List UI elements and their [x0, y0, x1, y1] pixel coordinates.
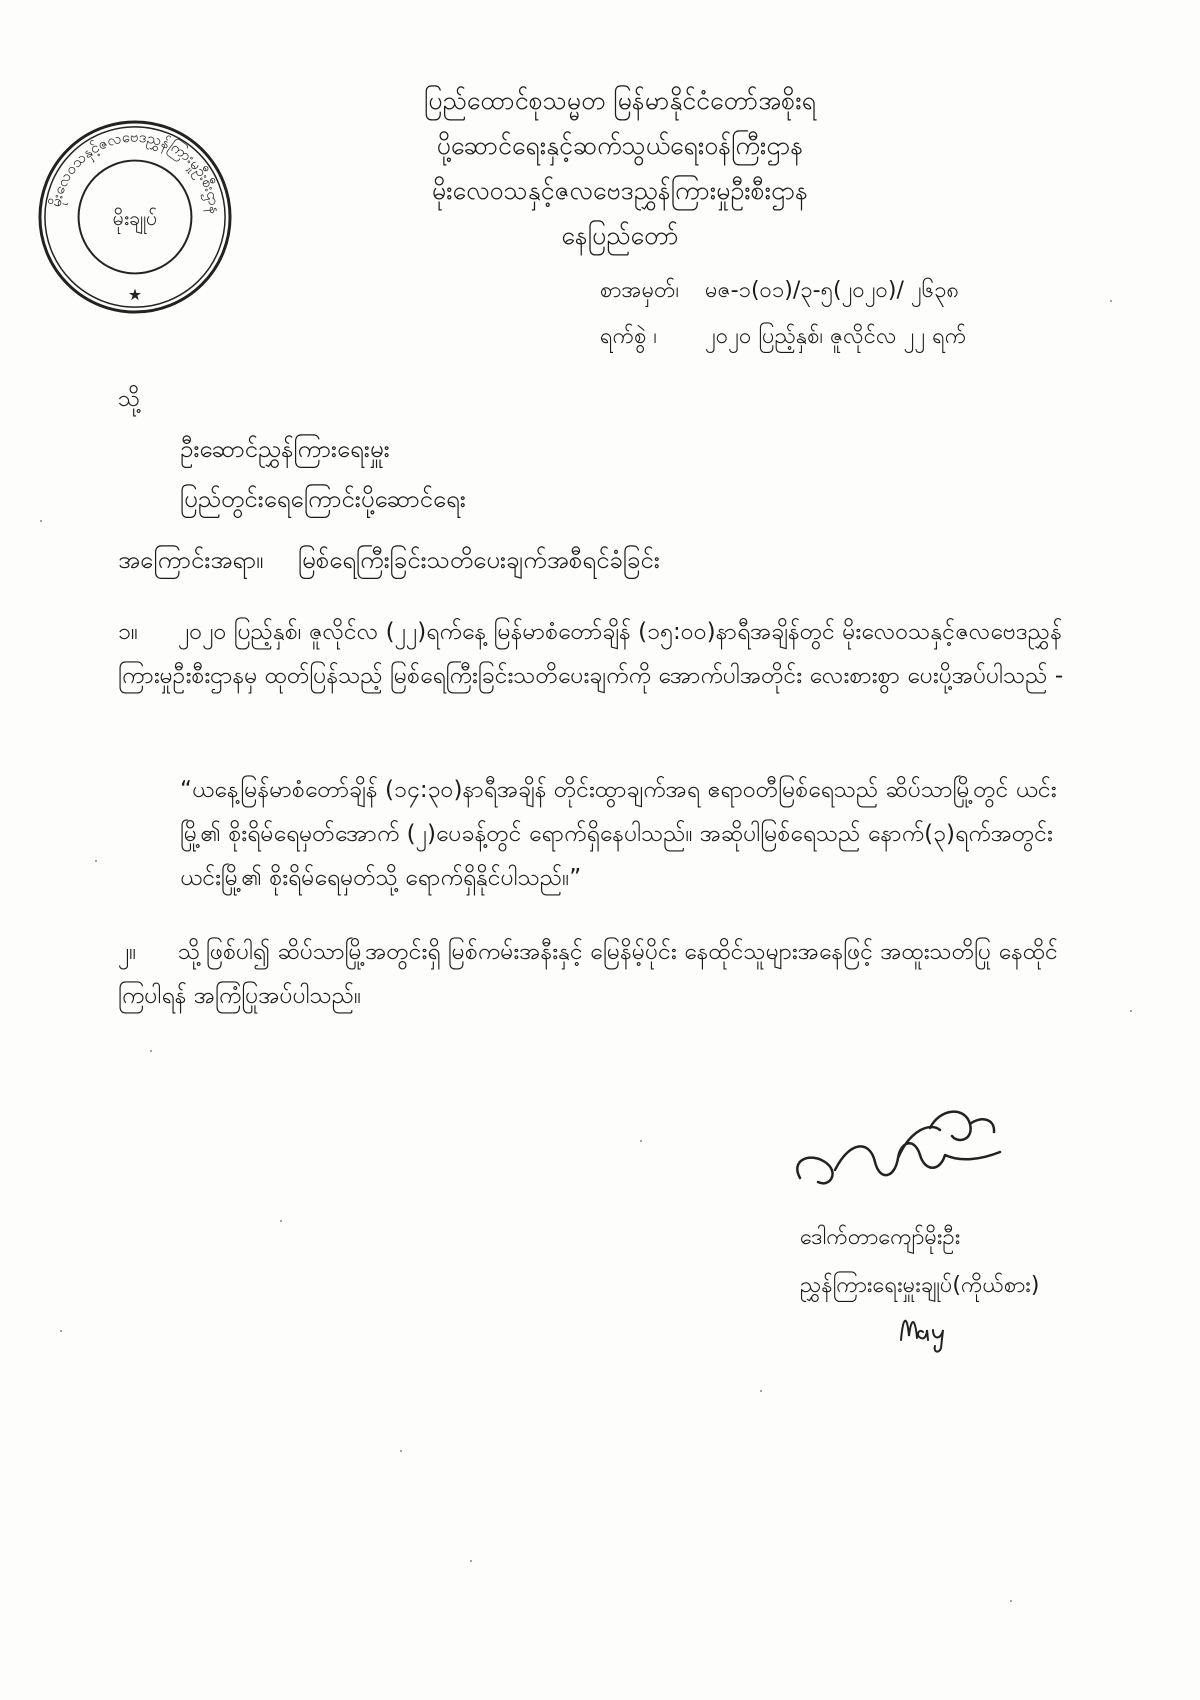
official-seal-stamp [36, 118, 234, 316]
recipient-block [180, 424, 466, 524]
reference-date-row [600, 314, 966, 360]
scan-speck [640, 1140, 642, 1142]
handwritten-signature [780, 1100, 1030, 1210]
recipient-organization: ပြည်တွင်းရေကြောင်းပို့ဆောင်ရေး [180, 485, 466, 513]
subject-text: မြစ်ရေကြီးခြင်းသတိပေးချက်အစီရင်ခံခြင်း [298, 546, 660, 574]
paragraph-1-number: ၁။ [118, 619, 138, 645]
recipient-title: ဦးဆောင်ညွှန်ကြားရေးမှူး [180, 435, 390, 463]
scan-speck [60, 1330, 62, 1332]
reference-date-label: ရက်စွဲ ၊ [600, 324, 658, 349]
paragraph-2-number: ၂။ [118, 939, 137, 965]
reference-block [600, 268, 966, 360]
to-label: သို့ [118, 386, 141, 412]
scan-speck [400, 1450, 402, 1452]
scan-speck [1110, 300, 1112, 302]
subject-label: အကြောင်းအရာ။ [118, 546, 264, 574]
scan-speck [40, 520, 42, 522]
signatory-title: ညွှန်ကြားရေးမှူးချုပ်(ကိုယ်စား) [800, 1273, 1040, 1298]
quoted-warning: “ယနေ့မြန်မာစံတော်ချိန် (၁၄:၃၀)နာရီအချိန် တိုင်းထွာချက်အရ ဧရာဝတီမြစ်ရေသည် ဆိပ်သာမြို့တွင် ယင်းမြို့၏ စိုးရိမ်ရေမှတ်အောက် (၂)ပေခန့်တွင် ရောက်ရှိနေပါသည်။ အဆိုပါမြစ်ရေသည် နောက်(၃)ရက်အတွင်း ယင်းမြို့၏ စိုးရိမ်ရေမှတ်သို့ ရောက်ရှိနိုင်ပါသည်။” [180, 777, 1057, 891]
scan-speck [760, 1390, 762, 1392]
letterhead [370, 78, 870, 258]
seal-center-text: မိုးချုပ် [112, 206, 158, 230]
signatory-name: ဒေါက်တာကျော်မိုးဦး [800, 1225, 961, 1250]
seal-ring-text: မိုးလေဝသနှင့်ဇလဗေဒညွှန်ကြားမှုဦးစီးဌာန [46, 127, 225, 215]
reference-number-row [600, 268, 966, 314]
handwritten-initials [895, 1296, 965, 1356]
paragraph-1 [118, 610, 1078, 698]
scan-speck [1010, 1600, 1012, 1602]
subject-line [118, 544, 660, 580]
svg-text:မိုးလေဝသနှင့်ဇလဗေဒညွှန်ကြားမှု [46, 127, 224, 214]
reference-date-value: ၂၀၂၀ ပြည့်နှစ်၊ ဇူလိုင်လ ၂၂ ရက် [705, 324, 967, 349]
paragraph-2 [118, 930, 1078, 1018]
reference-number-value: မဇ-၁(၀၁)/၃-၅(၂၀၂၀)/ ၂၆၃၈ [705, 278, 960, 303]
scan-speck [1130, 1010, 1132, 1012]
reference-number-label: စာအမှတ်၊ [600, 278, 680, 303]
scan-speck [470, 1560, 472, 1562]
scan-speck [150, 1050, 152, 1052]
scan-speck [280, 1220, 282, 1222]
paragraph-1-text: ၂၀၂၀ ပြည့်နှစ်၊ ဇူလိုင်လ (၂၂)ရက်နေ့ မြန်မာစံတော်ချိန် (၁၅:၀၀)နာရီအချိန်တွင် မိုးလေဝသနှင့်ဇလဗေဒညွှန်ကြားမှုဦးစီးဌာနမှ ထုတ်ပြန်သည့် မြစ်ရေကြီးခြင်းသတိပေးချက်ကို အောက်ပါအတိုင်း လေးစားစွာ ပေးပို့အပ်ပါသည် - [118, 619, 1064, 689]
header-ministry: ပို့ဆောင်ရေးနှင့်ဆက်သွယ်ရေးဝန်ကြီးဌာန [436, 131, 804, 160]
seal-star-icon: ★ [127, 285, 143, 305]
paragraph-2-text: သို့ဖြစ်ပါ၍ ဆိပ်သာမြို့အတွင်းရှိ မြစ်ကမ်းအနီးနှင့် မြေနိမ့်ပိုင်း နေထိုင်သူများအနေဖြင့် အထူးသတိပြု နေထိုင်ကြပါရန် အကြံပြုအပ်ပါသည်။ [118, 939, 1058, 1009]
header-government: ပြည်ထောင်စုသမ္မတ မြန်မာနိုင်ငံတော်အစိုးရ [424, 86, 816, 115]
header-department: မိုးလေဝသနှင့်ဇလဗေဒညွှန်ကြားမှုဦးစီးဌာန [431, 176, 809, 205]
header-city: နေပြည်တော် [561, 221, 679, 250]
scan-speck [95, 860, 97, 862]
